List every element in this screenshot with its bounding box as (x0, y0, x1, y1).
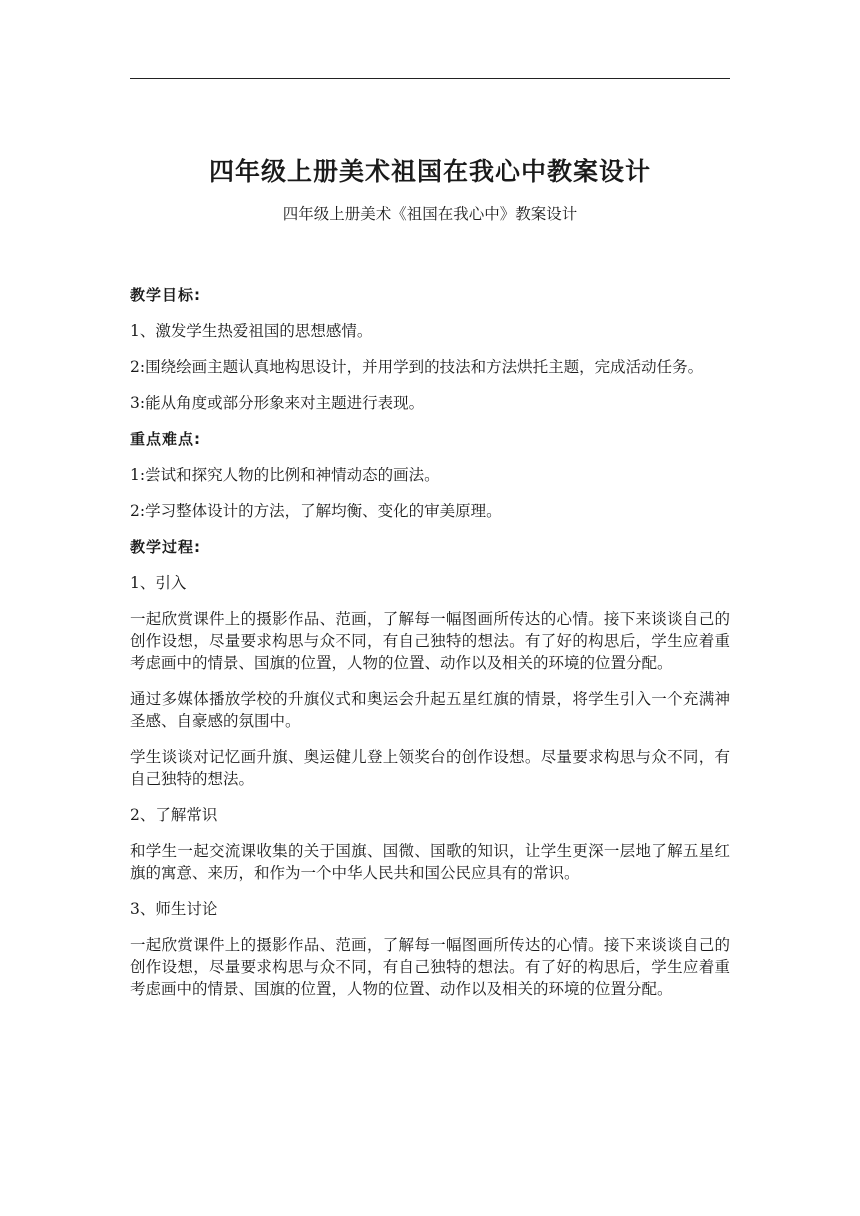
section-heading: 教学目标: (130, 286, 201, 304)
header-rule (130, 78, 730, 79)
paragraph: 通过多媒体播放学校的升旗仪式和奥运会升起五星红旗的情景，将学生引入一个充满神圣感、自豪感的氛围中。 (130, 690, 730, 730)
paragraph: 3:能从角度或部分形象来对主题进行表现。 (130, 394, 425, 412)
paragraph: 1、引入 (130, 574, 187, 592)
paragraph: 1:尝试和探究人物的比例和神情动态的画法。 (130, 466, 440, 484)
document-body (130, 284, 730, 1014)
paragraph: 2、了解常识 (130, 806, 218, 824)
document-title: 四年级上册美术祖国在我心中教案设计 (208, 157, 651, 186)
paragraph: 一起欣赏课件上的摄影作品、范画，了解每一幅图画所传达的心情。接下来谈谈自己的创作设想，尽量要求构思与众不同，有自己独特的想法。有了好的构思后，学生应着重考虑画中的情景、国旗的位置，人物的位置、动作以及相关的环境的位置分配。 (130, 610, 730, 672)
paragraph: 3、师生讨论 (130, 900, 218, 918)
paragraph: 学生谈谈对记忆画升旗、奥运健儿登上领奖台的创作设想。尽量要求构思与众不同，有自己独特的想法。 (130, 748, 730, 788)
paragraph: 1、激发学生热爱祖国的思想感情。 (130, 322, 373, 340)
document-subtitle: 四年级上册美术《祖国在我心中》教案设计 (282, 205, 578, 223)
paragraph: 一起欣赏课件上的摄影作品、范画，了解每一幅图画所传达的心情。接下来谈谈自己的创作设想，尽量要求构思与众不同，有自己独特的想法。有了好的构思后，学生应着重考虑画中的情景、国旗的位置，人物的位置、动作以及相关的环境的位置分配。 (130, 936, 730, 998)
paragraph: 2:学习整体设计的方法，了解均衡、变化的审美原理。 (130, 502, 502, 520)
paragraph: 2:围绕绘画主题认真地构思设计，并用学到的技法和方法烘托主题，完成活动任务。 (130, 358, 704, 376)
paragraph: 和学生一起交流课收集的关于国旗、国微、国歌的知识，让学生更深一层地了解五星红旗的寓意、来历，和作为一个中华人民共和国公民应具有的常识。 (130, 842, 730, 882)
section-heading: 重点难点: (130, 430, 201, 448)
section-heading: 教学过程: (130, 538, 201, 556)
